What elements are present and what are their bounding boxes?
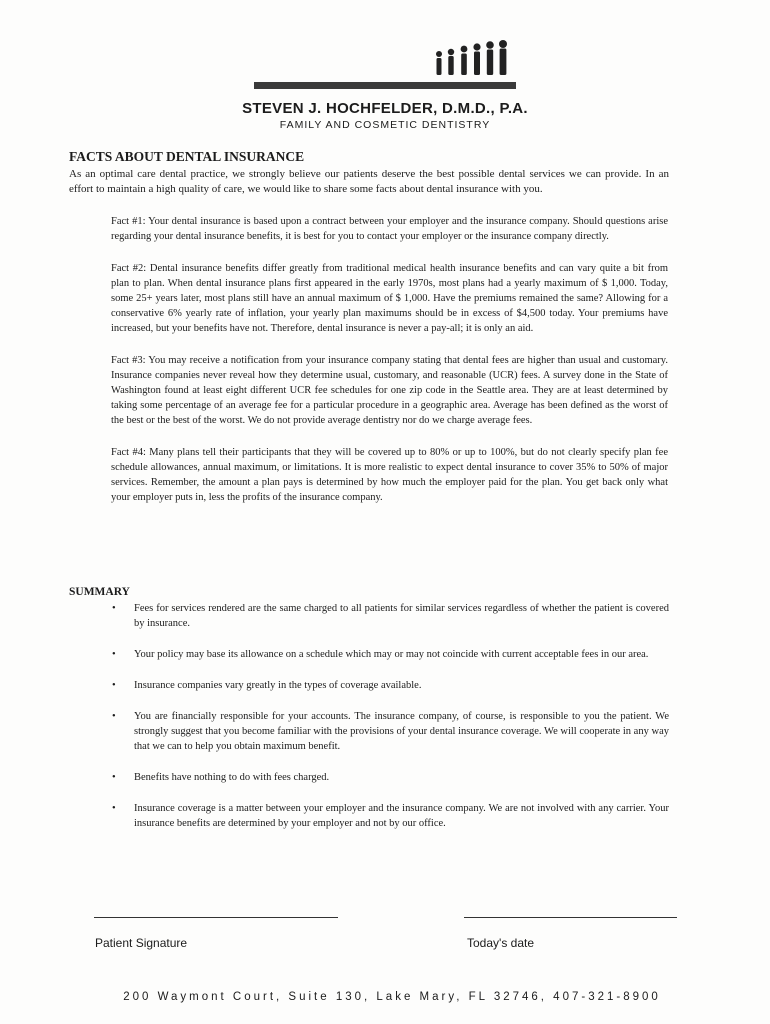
- date-label: Today's date: [467, 936, 535, 950]
- summary-heading: SUMMARY: [69, 586, 130, 598]
- summary-text: Fees for services rendered are the same charged to all patients for similar services regardless of whether the patient is covered by insurance.: [134, 603, 669, 629]
- bullet-icon: •: [112, 711, 116, 722]
- practice-subtitle: FAMILY AND COSMETIC DENTISTRY: [279, 119, 491, 131]
- facts-heading: FACTS ABOUT DENTAL INSURANCE: [69, 149, 305, 164]
- summary-item: [112, 801, 669, 831]
- summary-text: Your policy may base its allowance on a schedule which may or may not coincide with current acceptable fees in our area.: [134, 649, 649, 660]
- bullet-icon: •: [112, 603, 116, 614]
- summary-text: You are financially responsible for your accounts. The insurance company, of course, is responsible to you the patient. We strongly suggest that you become familiar with the provisions of your dental insurance coverage. We will cooperate in any way that we can to help you obtain maximum benefit.: [134, 711, 669, 752]
- family-figures-icon: [433, 40, 513, 78]
- bullet-icon: •: [112, 772, 116, 783]
- practice-name: STEVEN J. HOCHFELDER, D.M.D., P.A.: [242, 100, 528, 117]
- footer-address: 200 Waymont Court, Suite 130, Lake Mary, FL 32746, 407-321-8900: [123, 991, 661, 1003]
- fact-2: Fact #2: Dental insurance benefits differ greatly from traditional medical health insurance benefits and can vary quite a bit from plan to plan. When dental insurance plans first appeared in the early 1970s, most plans had a yearly maximum of $ 1,000. Today, some 25+ years later, most plans still have an annual maximum of $ 1,000. Have the premiums remained the same? Allowing for a conservative 6% yearly rate of inflation, your yearly plan maximums should be in excess of $4,500 today. Your premiums have increased, but your benefits have not. Therefore, dental insurance is never a pay-all; it is only an aid.: [111, 263, 668, 334]
- summary-text: Insurance companies vary greatly in the types of coverage available.: [134, 680, 422, 691]
- letterhead-rule: [254, 82, 516, 89]
- summary-item: [112, 678, 669, 693]
- letterhead: [240, 100, 530, 131]
- intro-paragraph: As an optimal care dental practice, we strongly believe our patients deserve the best possible dental services we can provide. In an effort to maintain a high quality of care, we would like to share some facts about dental insurance with you.: [69, 168, 669, 195]
- fact-1: Fact #1: Your dental insurance is based upon a contract between your employer and the insurance company. Should questions arise regarding your dental insurance benefits, it is best for you to contact your employer or the insurance company directly.: [111, 216, 668, 242]
- summary-item: [112, 770, 669, 785]
- bullet-icon: •: [112, 803, 116, 814]
- summary-item: [112, 601, 669, 631]
- summary-list: [112, 601, 669, 847]
- summary-text: Benefits have nothing to do with fees charged.: [134, 772, 330, 783]
- patient-signature-label: Patient Signature: [95, 936, 188, 950]
- fact-3: Fact #3: You may receive a notification from your insurance company stating that dental fees are higher than usual and customary. Insurance companies never reveal how they determine usual, customary, and reasonable (UCR) fees. A survey done in the State of Washington found at least eight different UCR fee schedules for one zip code in the Seattle area. They are at least determined by taking some percentage of an average fee for a particular procedure in a geographic area. Average has been defined as the worst of the best or the best of the worst. We do not provide average dentistry nor do we charge average fees.: [111, 355, 668, 426]
- patient-signature-line[interactable]: [94, 917, 338, 918]
- summary-text: Insurance coverage is a matter between your employer and the insurance company. We are not involved with any carrier. Your insurance benefits are determined by your employer and not by our office.: [134, 803, 669, 829]
- bullet-icon: •: [112, 680, 116, 691]
- date-line[interactable]: [464, 917, 677, 918]
- facts-list: [111, 214, 668, 522]
- bullet-icon: •: [112, 649, 116, 660]
- fact-4: Fact #4: Many plans tell their participants that they will be covered up to 80% or up to 100%, but do not clearly specify plan fee schedule allowances, annual maximum, or limitations. It is more realistic to expect dental insurance to cover 35% to 50% of major services. Remember, the amount a plan pays is determined by how much the employer paid for the plan. You get back only what your employer puts in, less the profits of the insurance company.: [111, 447, 668, 503]
- summary-item: [112, 709, 669, 754]
- summary-item: [112, 647, 669, 662]
